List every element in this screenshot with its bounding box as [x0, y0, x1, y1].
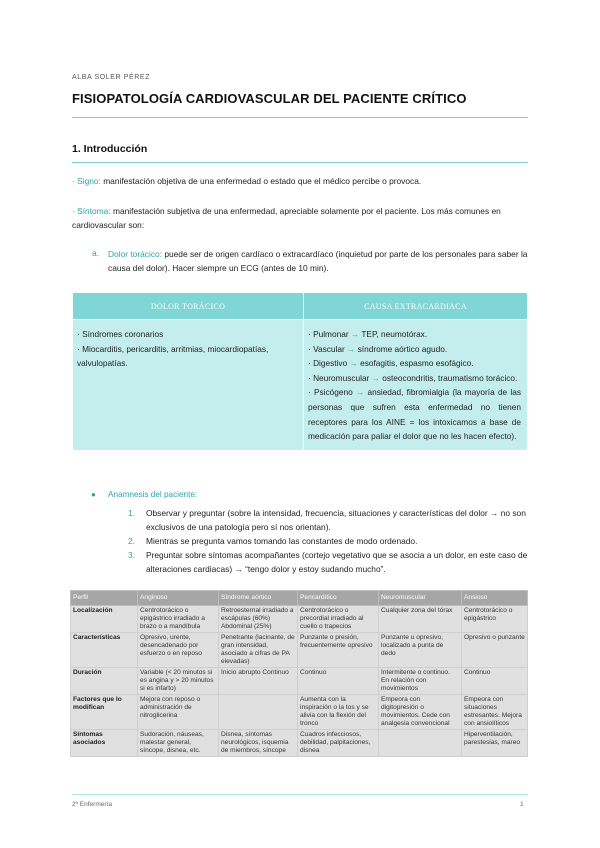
- dolor-term: Dolor torácico:: [108, 249, 162, 259]
- table-row: [71, 668, 528, 695]
- anamnesis-label: Anamnesis del paciente:: [108, 490, 198, 499]
- table-cell: [379, 730, 462, 757]
- column-header: Pericardítico: [298, 591, 379, 606]
- table-cell: Hiperventilación, parestesias, mareo: [462, 730, 528, 757]
- table-row: [71, 695, 528, 730]
- cause-neuromuscular: · Neuromuscular → osteocondritis, traumatismo torácico.: [308, 372, 518, 383]
- list-number: 2.: [128, 536, 135, 546]
- section-divider: [72, 162, 528, 163]
- pain-profile-table: [70, 590, 528, 757]
- list-item-text: Observar y preguntar (sobre la intensidad, frecuencia, situaciones y características del dolor → no son exclusivos de una patología pero sí nos orientan).: [146, 508, 526, 532]
- page-number: 1: [520, 801, 524, 808]
- title-divider: [72, 117, 528, 118]
- row-label: Localización: [71, 606, 138, 633]
- arrow-icon: →: [349, 358, 358, 369]
- table-cell: Empeora con situaciones estresantes. Mejora con ansiolíticos: [462, 695, 528, 730]
- table-cell: Continuo: [462, 668, 528, 695]
- signo-definition: manifestación objetiva de una enfermedad o estado que el médico percibe o provoca.: [100, 176, 422, 186]
- cause-psicogeno: · Psicógeno → ansiedad, fibromialgia (la mayoría de las personas que sufren esta enfermedad no tienen receptores para los AINE = los intoxicamos a base de medicación para paliar el dolor que no les hacen efecto).: [308, 387, 521, 442]
- table-cell: Aumenta con la inspiración o la tos y se alivia con la flexión del tronco: [298, 695, 379, 730]
- table-row: [71, 633, 528, 668]
- row-label: Síntomas asociados: [71, 730, 138, 757]
- section-heading: 1. Introducción: [72, 143, 148, 155]
- arrow-icon: →: [355, 387, 365, 398]
- column-header: Síndrome aórtico: [219, 591, 298, 606]
- list-number: 1.: [128, 508, 135, 518]
- anamnesis-steps: [128, 506, 528, 576]
- extracardiac-causes-cell: [304, 320, 528, 451]
- list-item: [128, 534, 528, 548]
- cause-digestivo: · Digestivo → esofagitis, espasmo esofágico.: [308, 358, 474, 369]
- bullet-dot: ·: [72, 206, 75, 216]
- table-cell: Cualquier zona del tórax: [379, 606, 462, 633]
- table-cell: Variable (< 20 minutos si es angina y > 20 minutos si es infarto): [138, 668, 219, 695]
- bullet-dot: ·: [72, 176, 75, 186]
- column-header: Anginoso: [138, 591, 219, 606]
- table-header-dolor: DOLOR TORÁCICO: [73, 293, 304, 320]
- row-label: Factores que lo modifican: [71, 695, 138, 730]
- list-item-text: Preguntar sobre síntomas acompañantes (cortejo vegetativo que se asocia a un dolor, en este caso de alteraciones cardiacas) → “tengo dolor y estoy sudando mucho”.: [146, 550, 528, 574]
- footer-course: 2º Enfermería: [72, 801, 112, 808]
- table-cell: Punzante o presión, frecuentemente opresivo: [298, 633, 379, 668]
- table-cell: Continuo: [298, 668, 379, 695]
- list-item-text: Mientras se pregunta vamos tomando las constantes de modo ordenado.: [146, 536, 418, 546]
- signo-term: Signo:: [77, 176, 101, 186]
- row-label: Características: [71, 633, 138, 668]
- table-cell: Sudoración, náuseas, malestar general, síncope, disnea, etc.: [138, 730, 219, 757]
- table-cell: [219, 695, 298, 730]
- table-header-causa: CAUSA EXTRACARDIACA: [304, 293, 528, 320]
- table-cell: Retroesternal irradiado a escápulas (60%) Abdominal (25%): [219, 606, 298, 633]
- footer-divider: [72, 794, 528, 795]
- table-cell: Cuadros infecciosos, debilidad, palpitaciones, disnea: [298, 730, 379, 757]
- table-cell: Mejora con reposo o administración de nitroglicerina: [138, 695, 219, 730]
- table-row: [71, 606, 528, 633]
- anamnesis-bullet: ●: [91, 490, 96, 499]
- arrow-icon: →: [371, 372, 380, 383]
- sintoma-definition: manifestación subjetiva de una enfermedad, apreciable solamente por el paciente. Los más comunes en cardiovascular son:: [72, 206, 501, 230]
- dolor-definition: puede ser de origen cardíaco o extracardíaco (inquietud por parte de los personales para saber la causa del dolor). Hacer siempre un ECG (antes de 10 min).: [108, 249, 528, 273]
- list-marker-a: a.: [92, 248, 99, 258]
- arrow-icon: →: [350, 329, 360, 339]
- signo-paragraph: [72, 174, 530, 188]
- row-label: Duración: [71, 668, 138, 695]
- column-header: Neuromuscular: [379, 591, 462, 606]
- cause-vascular: · Vascular → síndrome aórtico agudo.: [308, 343, 448, 354]
- table-cell: Empeora con digitopresión o movimientos. Cede con analgesia convencional: [379, 695, 462, 730]
- column-header: Ansioso: [462, 591, 528, 606]
- table-cell: Opresivo o punzante: [462, 633, 528, 668]
- sintoma-paragraph: [72, 204, 530, 232]
- arrow-icon: →: [347, 343, 356, 354]
- table-cell: Punzante u opresivo, localizado a punta de dedo: [379, 633, 462, 668]
- author-name: ALBA SOLER PÉREZ: [72, 74, 151, 81]
- list-number: 3.: [128, 550, 135, 560]
- table-cell: Penetrante (lacinante, de gran intensidad, asociado a cifras de PA elevadas): [219, 633, 298, 668]
- dolor-toracico-table: [72, 292, 528, 451]
- table-cell: Intermitente o continuo. En relación con movimientos: [379, 668, 462, 695]
- table-cell: Centrotorácico o precordial irradiado al cuello o trapecios: [298, 606, 379, 633]
- table-row: [71, 730, 528, 757]
- list-item: [128, 548, 528, 576]
- sintoma-term: Síntoma:: [77, 206, 111, 216]
- page-title: FISIOPATOLOGÍA CARDIOVASCULAR DEL PACIENTE CRÍTICO: [72, 91, 467, 106]
- table-cell: Opresivo, urente, desencadenado por esfuerzo o en reposo: [138, 633, 219, 668]
- table-cell: Inicio abrupto Continuo: [219, 668, 298, 695]
- cause-pulmonar: · Pulmonar → TEP, neumotórax.: [308, 329, 428, 339]
- table-cell: Disnea, síntomas neurológicos, isquemia de miembros, síncope: [219, 730, 298, 757]
- table-cell: Centrotorácico o epigástrico irradiado a brazo o a mandíbula: [138, 606, 219, 633]
- table-cell: Centrotorácico o epigástrico: [462, 606, 528, 633]
- cardiac-cause-other: · Miocarditis, pericarditis, arritmias, miocardiopatías, valvulopatías.: [77, 343, 269, 369]
- dolor-toracico-paragraph: [108, 247, 528, 275]
- column-header: Perfil: [71, 591, 138, 606]
- cardiac-cause-coronarios: · Síndromes coronarios: [77, 329, 164, 339]
- cardiac-causes-cell: [73, 320, 304, 451]
- list-item: [128, 506, 528, 534]
